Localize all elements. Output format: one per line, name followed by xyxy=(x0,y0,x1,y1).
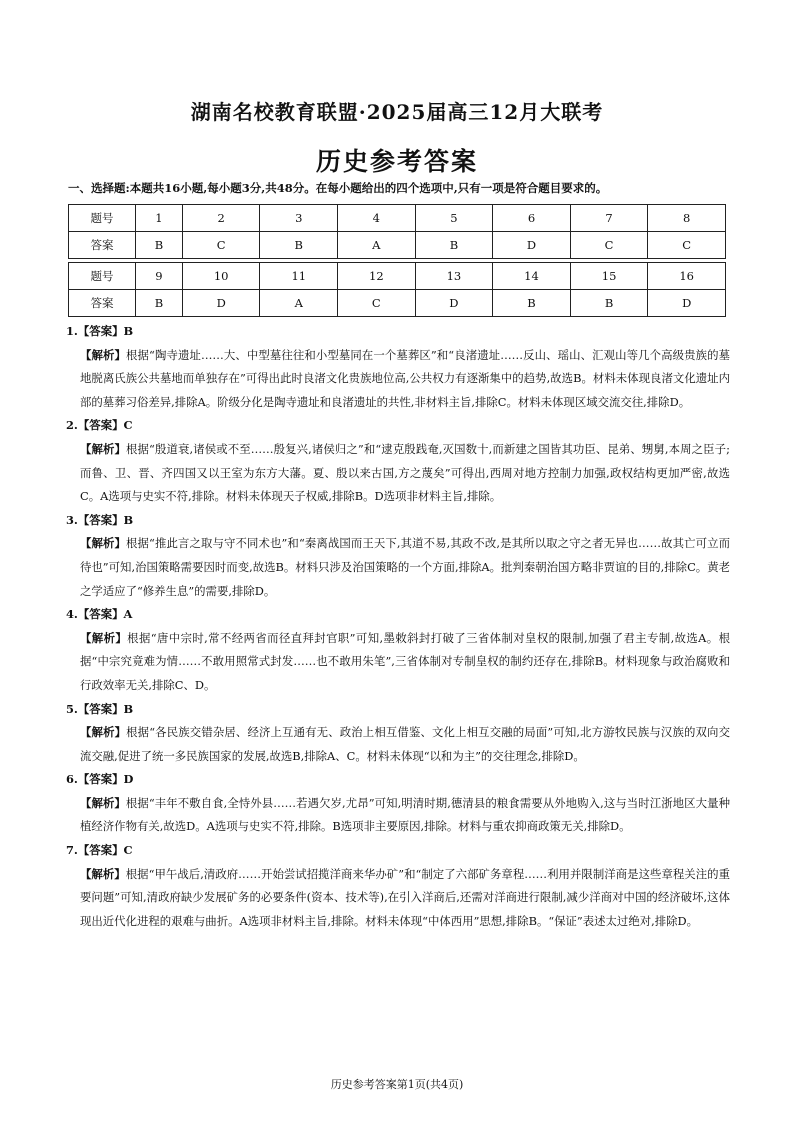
explanation-body: 根据“推此言之取与守不同术也”和“秦离战国而王天下,其道不易,其政不改,是其所以取之守之者无异也……故其亡可立而待也”可知,治国策略需要因时而变,故选B。材料只涉及治国策略的一个方面,排除A。批判秦朝治国方略非贾谊的目的,排除C。黄老之学适应了“修养生息”的需要,排除D。 xyxy=(80,536,730,598)
item-number: 7. xyxy=(66,843,78,858)
answer-cell: C xyxy=(570,232,648,259)
answer-tag: 【答案】 xyxy=(77,418,124,433)
question-number-cell: 6 xyxy=(493,205,571,232)
answer-cell: A xyxy=(260,290,338,317)
answer-cell: C xyxy=(338,290,416,317)
explanation-body: 根据“殷道衰,诸侯或不至……殷复兴,诸侯归之”和“逮克殷践奄,灭国数十,而新建之国皆其功臣、昆弟、甥舅,本周之臣子;而鲁、卫、晋、齐四国又以王室为东方大藩。夏、殷以来古国,方之蔑矣”可得出,西周对地方控制力加强,政权结构更加严密,故选C。A选项与史实不符,排除。材料未体现天子权威,排除B。D选项非材料主旨,排除。 xyxy=(80,441,730,504)
answer-cell: B xyxy=(260,232,338,259)
explanation-text xyxy=(66,438,730,509)
question-number-cell: 7 xyxy=(570,205,648,232)
question-number-cell: 2 xyxy=(182,205,260,232)
row-label-question: 题号 xyxy=(69,205,136,232)
question-number-cell: 14 xyxy=(493,263,571,290)
document-title: 历史参考答案 xyxy=(315,147,478,176)
explanation-tag: 【解析】 xyxy=(80,630,128,645)
question-number-cell: 16 xyxy=(648,263,726,290)
list-item-7 xyxy=(66,839,730,933)
answer-tag: 【答案】 xyxy=(77,843,124,858)
question-number-cell: 1 xyxy=(136,205,183,232)
question-number-cell: 11 xyxy=(260,263,338,290)
answer-cell: C xyxy=(182,232,260,259)
list-item-5 xyxy=(66,698,730,769)
explanation-tag: 【解析】 xyxy=(80,441,127,456)
question-number-cell: 13 xyxy=(415,263,493,290)
item-number: 3. xyxy=(66,512,78,527)
page-footer: 历史参考答案第1页(共4页) xyxy=(330,1078,464,1091)
answer-letter: A xyxy=(123,607,133,622)
row-label-answer: 答案 xyxy=(69,290,136,317)
answer-line xyxy=(66,320,730,344)
explanation-text xyxy=(66,532,730,603)
answer-letter: B xyxy=(123,701,134,716)
explanation-body: 根据“唐中宗时,常不经两省而径直拜封官职”可知,墨敕斜封打破了三省体制对皇权的限制,加强了君主专制,故选A。根据“中宗究竟难为情……不敢用照常式封发……也不敢用朱笔”,三省体制对专制皇权的制约还存在,排除B。材料现象与政治腐败和行政效率无关,排除C、D。 xyxy=(80,630,730,692)
list-item-4 xyxy=(66,603,730,697)
explanation-text xyxy=(66,721,730,768)
table-row-question-numbers-2 xyxy=(69,263,726,290)
list-item-3 xyxy=(66,509,730,603)
list-item-6 xyxy=(66,768,730,839)
answer-line xyxy=(66,414,730,438)
explanation-body: 根据“陶寺遗址……大、中型墓往往和小型墓同在一个墓葬区”和“良渚遗址……反山、瑶山、汇观山等几个高级贵族的墓地脱离氏族公共墓地而单独存在”可得出此时良渚文化贵族地位高,公共权力有逐渐集中的趋势,故选B。材料未体现良渚文化遗址内部的墓葬习俗差异,排除A。阶级分化是陶寺遗址和良渚遗址的共性,非材料主旨,排除C。材料未体现区域交流交往,排除D。 xyxy=(80,347,730,409)
question-number-cell: 5 xyxy=(415,205,493,232)
item-number: 4. xyxy=(66,607,78,622)
answer-letter: B xyxy=(123,512,134,527)
answer-tag: 【答案】 xyxy=(77,512,124,527)
row-label-question: 题号 xyxy=(69,263,136,290)
answer-line xyxy=(66,509,730,533)
explanation-tag: 【解析】 xyxy=(80,347,127,362)
explanation-text xyxy=(66,627,730,698)
answer-tag: 【答案】 xyxy=(77,772,124,787)
explanation-body: 根据“各民族交错杂居、经济上互通有无、政治上相互借鉴、文化上相互交融的局面”可知,北方游牧民族与汉族的双向交流交融,促进了统一多民族国家的发展,故选B,排除A、C。材料未体现“以和为主”的交往理念,排除D。 xyxy=(80,725,730,763)
question-number-cell: 15 xyxy=(570,263,648,290)
answer-tag: 【答案】 xyxy=(77,701,124,716)
explanation-body: 根据“丰年不敷自食,全恃外县……若遇欠岁,尤昂”可知,明清时期,德清县的粮食需要从外地购入,这与当时江浙地区大量种植经济作物有关,故选D。A选项与史实不符,排除。B选项非主要原因,排除。材料与重农抑商政策无关,排除D。 xyxy=(80,795,730,834)
question-number-cell: 4 xyxy=(338,205,416,232)
answer-cell: D xyxy=(415,290,493,317)
item-number: 5. xyxy=(66,701,78,716)
answer-cell: D xyxy=(182,290,260,317)
question-number-cell: 8 xyxy=(648,205,726,232)
table-row-question-numbers-1 xyxy=(69,205,726,232)
answer-table xyxy=(68,204,726,317)
table-row-answers-1 xyxy=(69,232,726,259)
answer-letter: C xyxy=(123,843,133,858)
exam-title: 湖南名校教育联盟·2025届高三12月大联考 xyxy=(190,100,604,124)
explanation-tag: 【解析】 xyxy=(80,536,127,551)
explanation-body: 根据“甲午战后,清政府……开始尝试招揽洋商来华办矿”和“制定了六部矿务章程……利用并限制洋商是这些章程关注的重要问题”可知,清政府缺少发展矿务的必要条件(资本、技术等),在引入洋商后,还需对洋商进行限制,减少洋商对中国的经济破坏,这体现出近代化进程的艰难与曲折。A选项非材料主旨,排除。材料未体现“中体西用”思想,排除B。“保证”表述太过绝对,排除D。 xyxy=(80,866,730,928)
answer-letter: C xyxy=(123,418,133,433)
explanation-text xyxy=(66,792,730,839)
question-number-cell: 3 xyxy=(260,205,338,232)
answer-letter: B xyxy=(123,324,134,338)
answer-cell: B xyxy=(570,290,648,317)
answer-line xyxy=(66,698,730,722)
row-label-answer: 答案 xyxy=(69,232,136,259)
explanations-list xyxy=(66,320,730,933)
item-number: 6. xyxy=(66,772,78,787)
question-number-cell: 12 xyxy=(338,263,416,290)
explanation-text xyxy=(66,863,730,934)
answer-cell: B xyxy=(415,232,493,259)
answer-letter: D xyxy=(123,772,134,787)
answer-cell: D xyxy=(493,232,571,259)
answer-cell: A xyxy=(338,232,416,259)
answer-tag: 【答案】 xyxy=(77,324,124,338)
answer-line xyxy=(66,603,730,627)
answer-cell: B xyxy=(493,290,571,317)
item-number: 1. xyxy=(66,324,78,338)
table-row-answers-2 xyxy=(69,290,726,317)
question-number-cell: 10 xyxy=(182,263,260,290)
answer-cell: B xyxy=(136,232,183,259)
item-number: 2. xyxy=(66,418,78,433)
section-instruction: 一、选择题:本题共16小题,每小题3分,共48分。在每小题给出的四个选项中,只有一项是符合题目要求的。 xyxy=(68,181,608,195)
answer-line xyxy=(66,839,730,863)
answer-cell: D xyxy=(648,290,726,317)
explanation-text xyxy=(66,344,730,415)
list-item-1 xyxy=(66,320,730,414)
answer-cell: C xyxy=(648,232,726,259)
answer-cell: B xyxy=(136,290,183,317)
answer-tag: 【答案】 xyxy=(77,607,124,622)
list-item-2 xyxy=(66,414,730,508)
explanation-tag: 【解析】 xyxy=(80,725,127,740)
answer-line xyxy=(66,768,730,792)
explanation-tag: 【解析】 xyxy=(80,795,126,810)
question-number-cell: 9 xyxy=(136,263,183,290)
explanation-tag: 【解析】 xyxy=(80,866,126,881)
